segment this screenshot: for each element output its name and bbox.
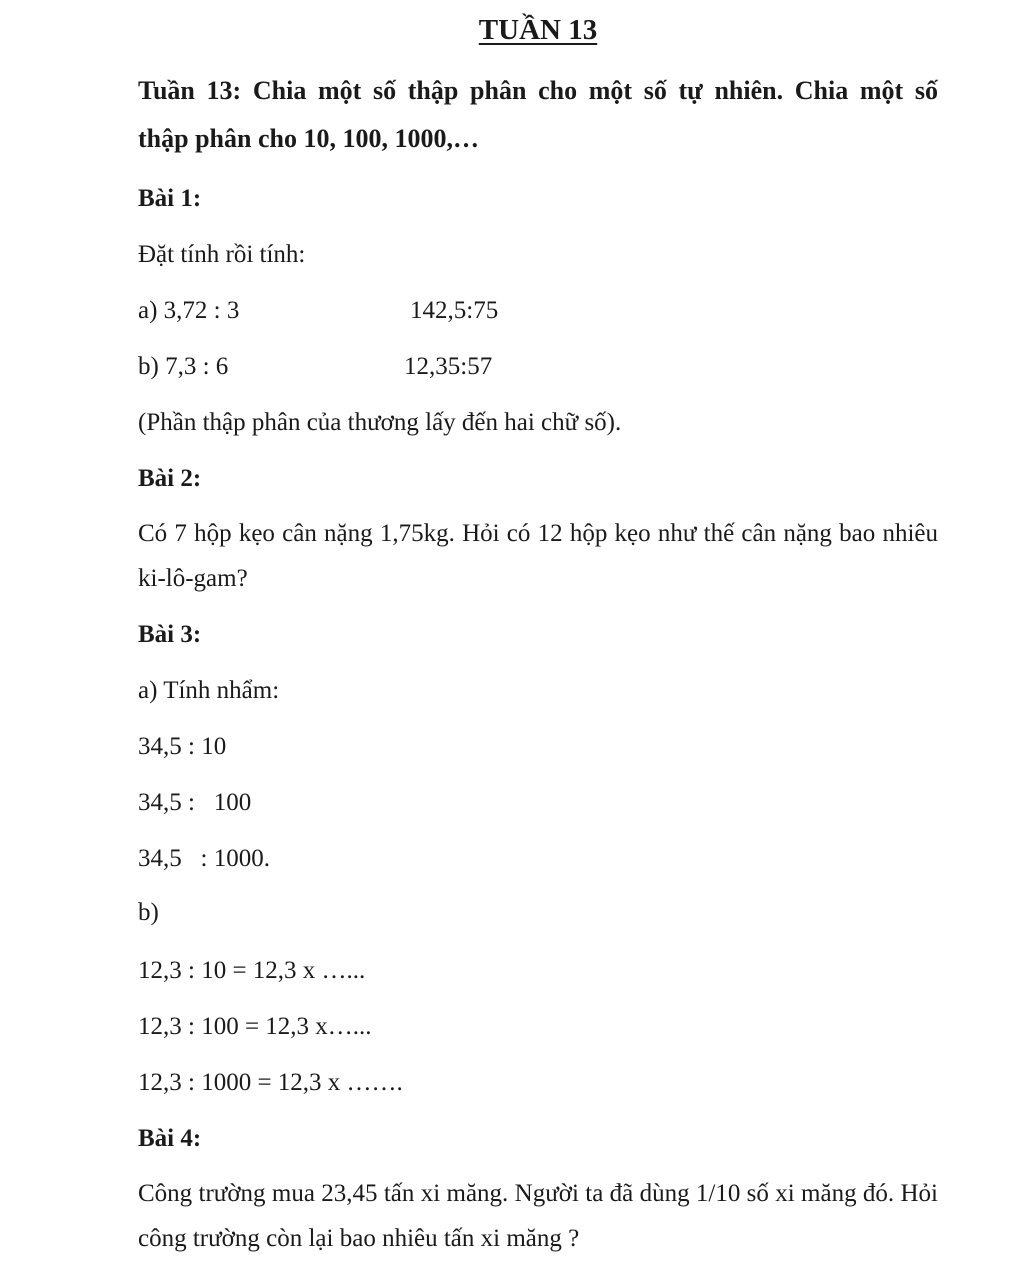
exercise-1-row-b-left: b) 7,3 : 6 (138, 353, 229, 380)
exercise-4-heading: Bài 4: (138, 1125, 202, 1152)
exercise-2-heading: Bài 2: (138, 465, 202, 492)
exercise-1-row-a-right: 142,5:75 (410, 297, 499, 324)
exercise-3-part-a-item: 34,5 : 1000. (138, 845, 270, 872)
exercise-4-text-line-2: công trường còn lại bao nhiêu tấn xi măng ? (138, 1225, 580, 1252)
exercise-3-part-b-label: b) (138, 899, 159, 926)
exercise-2-text-line-2: ki-lô-gam? (138, 565, 248, 592)
exercise-3-heading: Bài 3: (138, 621, 202, 648)
exercise-3-part-a-item: 34,5 : 10 (138, 733, 227, 760)
lesson-subtitle-line-2: thập phân cho 10, 100, 1000,… (138, 124, 479, 153)
exercise-3-part-a-label: a) Tính nhẩm: (138, 677, 280, 704)
exercise-3-part-a-item: 34,5 : 100 (138, 789, 252, 816)
page-title: TUẦN 13 (478, 14, 598, 46)
exercise-1-note: (Phần thập phân của thương lấy đến hai chữ số). (138, 409, 622, 436)
exercise-3-part-b-item: 12,3 : 100 = 12,3 x…... (138, 1013, 372, 1040)
exercise-4-text-line-1: Công trường mua 23,45 tấn xi măng. Người ta đã dùng 1/10 số xi măng đó. Hỏi (138, 1180, 938, 1207)
lesson-subtitle-line-1: Tuần 13: Chia một số thập phân cho một số tự nhiên. Chia một số (138, 76, 938, 105)
exercise-1-heading: Bài 1: (138, 185, 202, 212)
exercise-1-instruction: Đặt tính rồi tính: (138, 241, 306, 268)
exercise-3-part-b-item: 12,3 : 1000 = 12,3 x ……. (138, 1069, 403, 1096)
exercise-1-row-a-left: a) 3,72 : 3 (138, 297, 240, 324)
exercise-1-row-b-right: 12,35:57 (404, 353, 493, 380)
exercise-3-part-b-item: 12,3 : 10 = 12,3 x …... (138, 957, 366, 984)
exercise-2-text-line-1: Có 7 hộp kẹo cân nặng 1,75kg. Hỏi có 12 hộp kẹo như thế cân nặng bao nhiêu (138, 520, 938, 547)
